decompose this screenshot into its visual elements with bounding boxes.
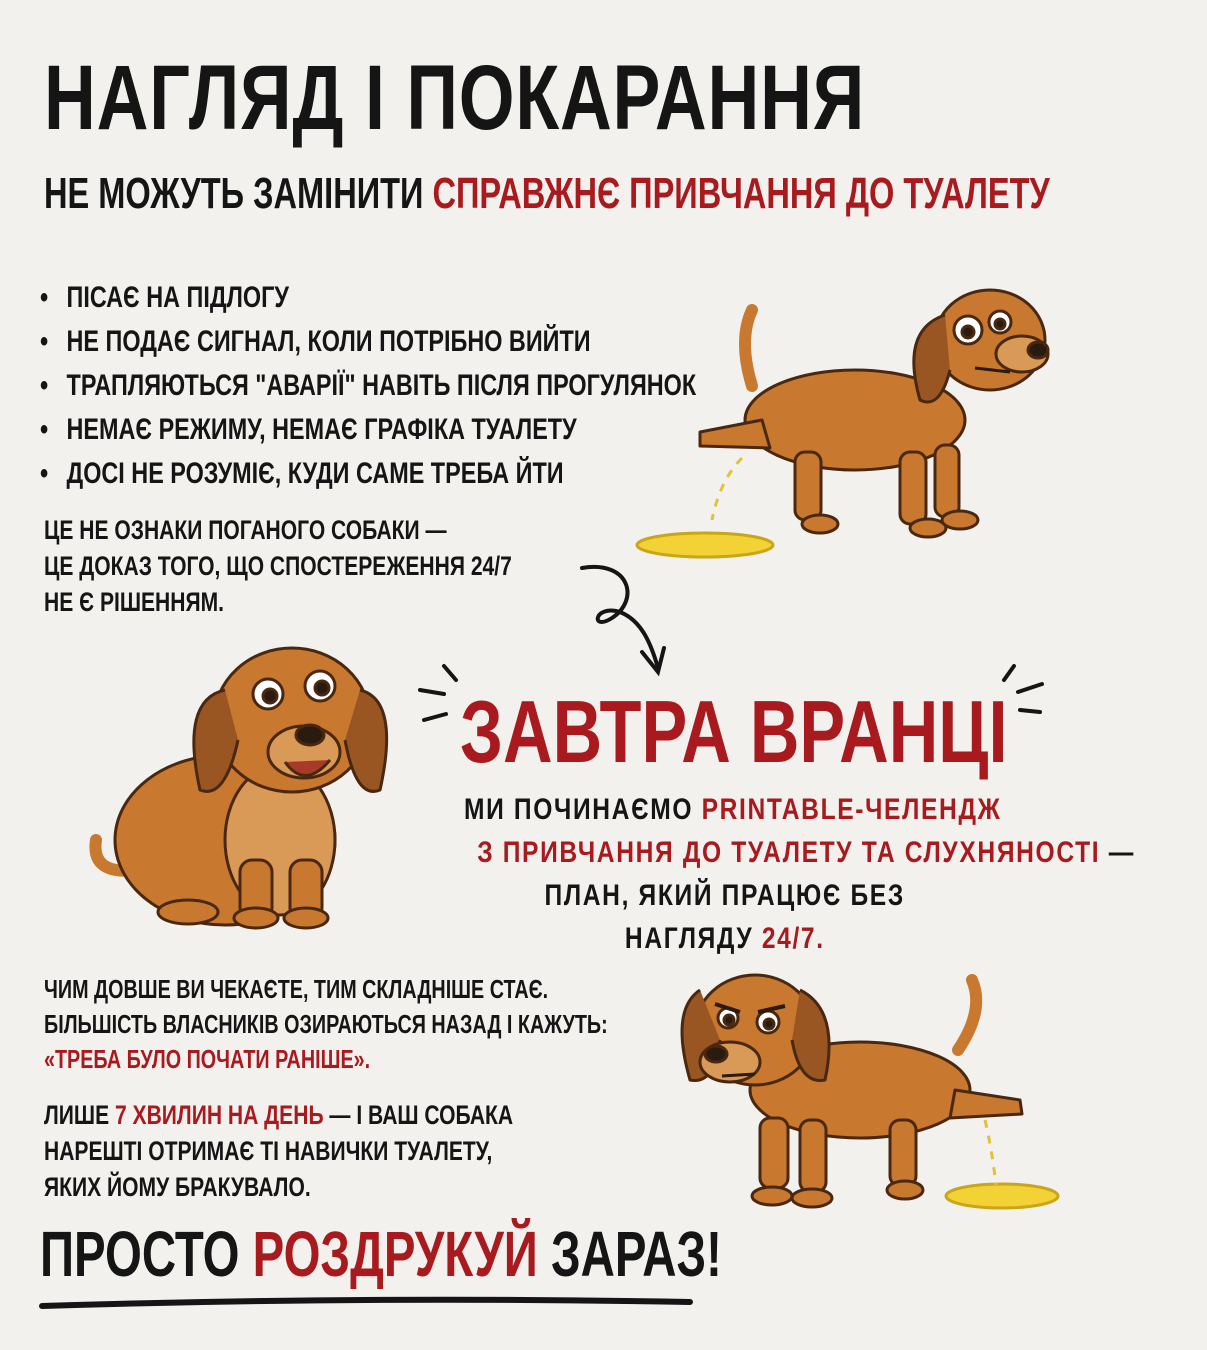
subtitle-black: НЕ МОЖУТЬ ЗАМІНИТИ <box>44 169 433 218</box>
list-item: • ДОСІ НЕ РОЗУМІЄ, КУДИ САМЕ ТРЕБА ЙТИ <box>40 457 564 490</box>
angry-dog-peeing-icon <box>682 975 1058 1208</box>
worried-dog-peeing-icon <box>637 290 1048 557</box>
cta-underline <box>42 1300 690 1306</box>
note-text: ЦЕ НЕ ОЗНАКИ ПОГАНОГО СОБАКИ — ЦЕ ДОКАЗ ТОГО, ЩО СПОСТЕРЕЖЕННЯ 24/7 НЕ Є РІШЕННЯМ. <box>44 515 512 617</box>
subtitle-red: СПРАВЖНЄ ПРИВЧАННЯ ДО ТУАЛЕТУ <box>432 169 1050 218</box>
list-item: • НЕ ПОДАЄ СИГНАЛ, КОЛИ ПОТРІБНО ВИЙТИ <box>40 325 591 358</box>
announcement-text: МИ ПОЧИНАЄМО PRINTABLE-ЧЕЛЕНДЖ З ПРИВЧАННЯ ДО ТУАЛЕТУ ТА СЛУХНЯНОСТІ — ПЛАН, ЯКИЙ ПРАЦЮЄ БЕЗ НАГЛЯДУ 24/7. <box>463 793 1135 955</box>
page-title: НАГЛЯД І ПОКАРАННЯ <box>44 47 866 149</box>
happy-dog-sitting-icon <box>95 648 386 928</box>
time-note-text: ЛИШЕ 7 ХВИЛИН НА ДЕНЬ — І ВАШ СОБАКА НАРЕШТІ ОТРИМАЄ ТІ НАВИЧКИ ТУАЛЕТУ, ЯКИХ ЙОМУ БРАКУВАЛО. <box>44 1100 514 1202</box>
call-to-action: ПРОСТО РОЗДРУКУЙ ЗАРАЗ! <box>40 1218 722 1290</box>
list-item: • ПІСАЄ НА ПІДЛОГУ <box>40 281 289 314</box>
curly-arrow-icon <box>582 567 664 672</box>
list-item: • НЕМАЄ РЕЖИМУ, НЕМАЄ ГРАФІКА ТУАЛЕТУ <box>40 413 577 446</box>
burst-lines <box>420 666 1042 720</box>
urgency-text: ЧИМ ДОВШЕ ВИ ЧЕКАЄТЕ, ТИМ СКЛАДНІШЕ СТАЄ. БІЛЬШІСТЬ ВЛАСНИКІВ ОЗИРАЮТЬСЯ НАЗАД І КАЖУТЬ: «ТРЕБА БУЛО ПОЧАТИ РАНІШЕ». <box>44 974 608 1074</box>
list-item: • ТРАПЛЯЮТЬСЯ "АВАРІЇ" НАВІТЬ ПІСЛЯ ПРОГУЛЯНОК <box>40 369 697 402</box>
announcement-headline: ЗАВТРА ВРАНЦІ <box>460 682 1008 781</box>
